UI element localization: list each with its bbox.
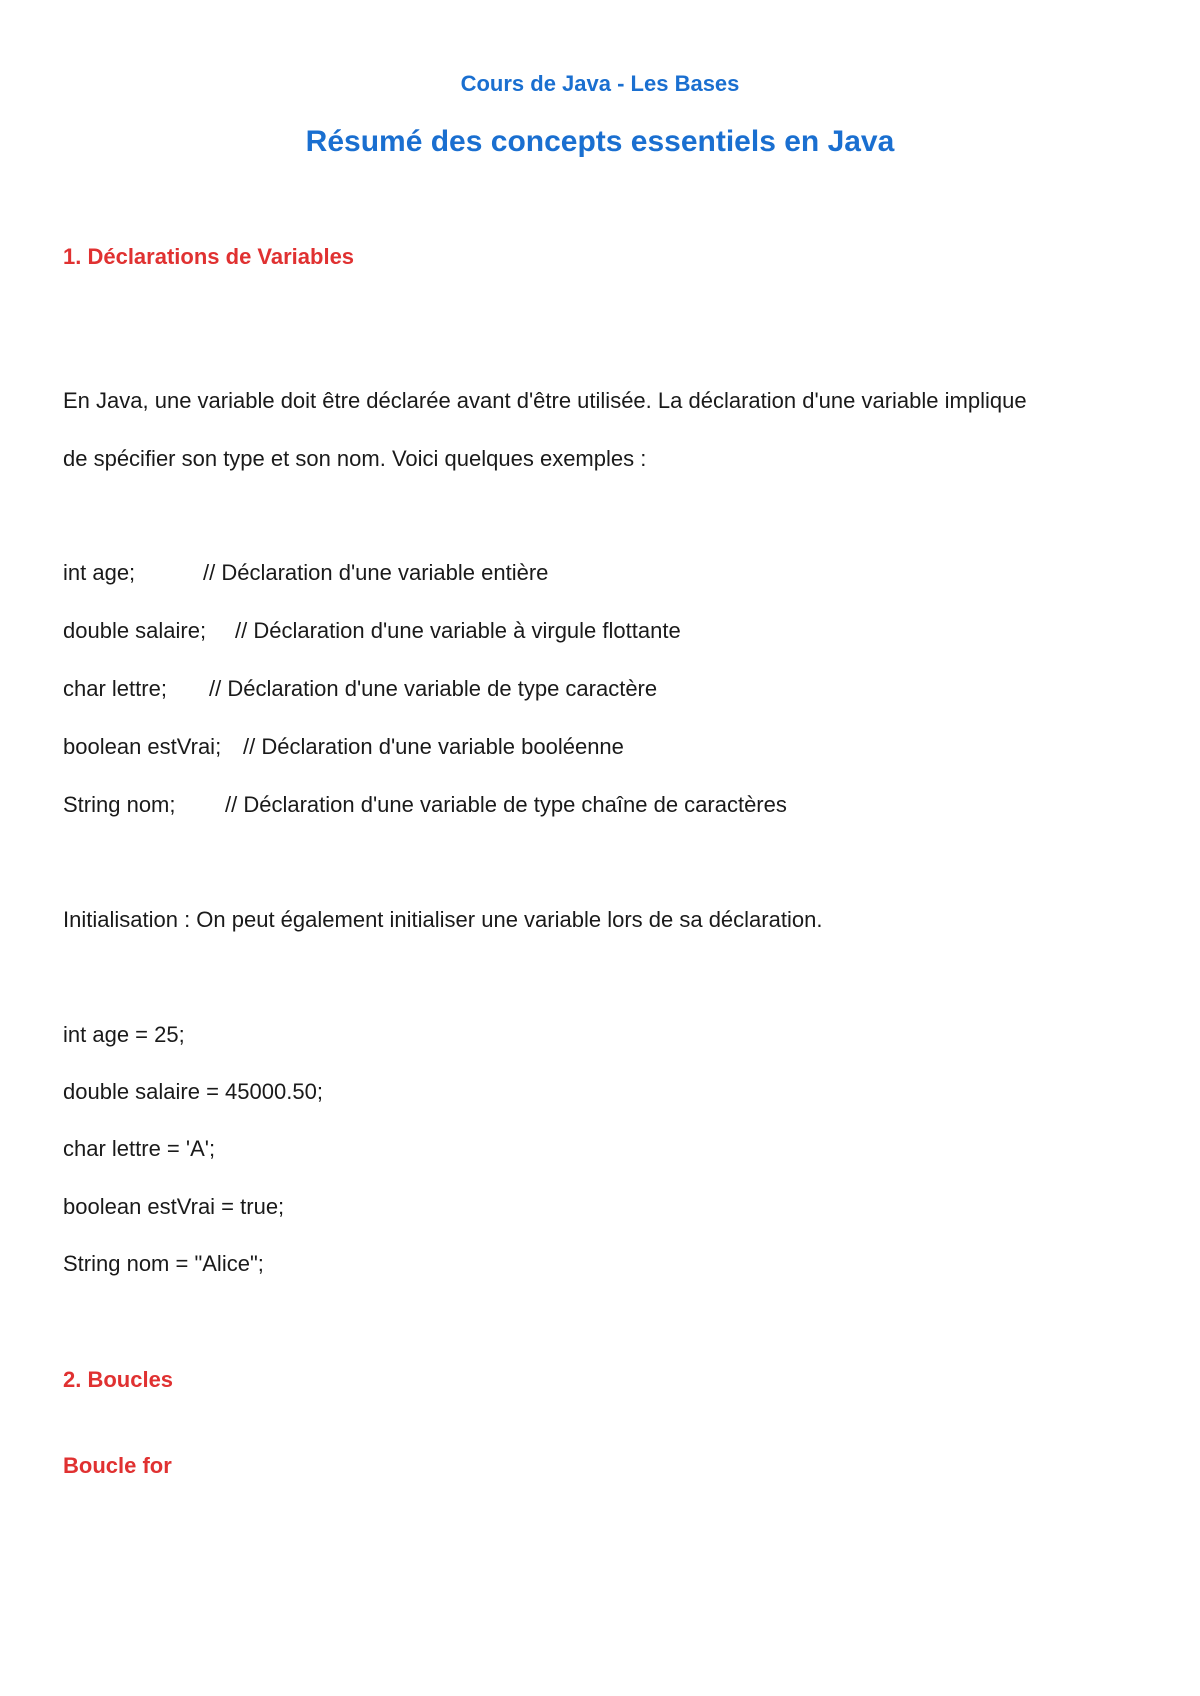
declaration-comment: // Déclaration d'une variable de type chaîne de caractères [225, 792, 787, 817]
intro-paragraph-line-2: de spécifier son type et son nom. Voici quelques exemples : [63, 446, 647, 471]
initialization-line: int age = 25; [63, 1022, 185, 1047]
declaration-code: boolean estVrai; [63, 734, 222, 759]
initialization-line: String nom = "Alice"; [63, 1251, 264, 1276]
subsection-heading-for-loop: Boucle for [63, 1453, 172, 1478]
declaration-line [63, 559, 548, 587]
document-title: Résumé des concepts essentiels en Java [305, 125, 895, 158]
section-heading-variables: 1. Déclarations de Variables [63, 244, 355, 269]
declaration-code: char lettre; [63, 676, 167, 701]
declaration-line [63, 675, 657, 703]
initialization-line: boolean estVrai = true; [63, 1194, 285, 1219]
declaration-code: int age; [63, 560, 136, 585]
declaration-line [63, 617, 681, 645]
declaration-comment: // Déclaration d'une variable booléenne [243, 734, 624, 759]
declaration-line [63, 791, 787, 819]
initialization-line: double salaire = 45000.50; [63, 1079, 323, 1104]
declaration-code: String nom; [63, 792, 176, 817]
initialisation-paragraph: Initialisation : On peut également initialiser une variable lors de sa déclaration. [63, 907, 823, 932]
course-title: Cours de Java - Les Bases [460, 71, 740, 96]
declaration-comment: // Déclaration d'une variable à virgule flottante [235, 618, 681, 643]
intro-paragraph-line-1: En Java, une variable doit être déclarée avant d'être utilisée. La déclaration d'une variable implique [63, 388, 1027, 413]
section-heading-loops: 2. Boucles [63, 1367, 174, 1392]
declaration-code: double salaire; [63, 618, 207, 643]
declaration-comment: // Déclaration d'une variable entière [203, 560, 549, 585]
declaration-line [63, 733, 624, 761]
initialization-line: char lettre = 'A'; [63, 1136, 216, 1161]
declaration-comment: // Déclaration d'une variable de type caractère [209, 676, 658, 701]
